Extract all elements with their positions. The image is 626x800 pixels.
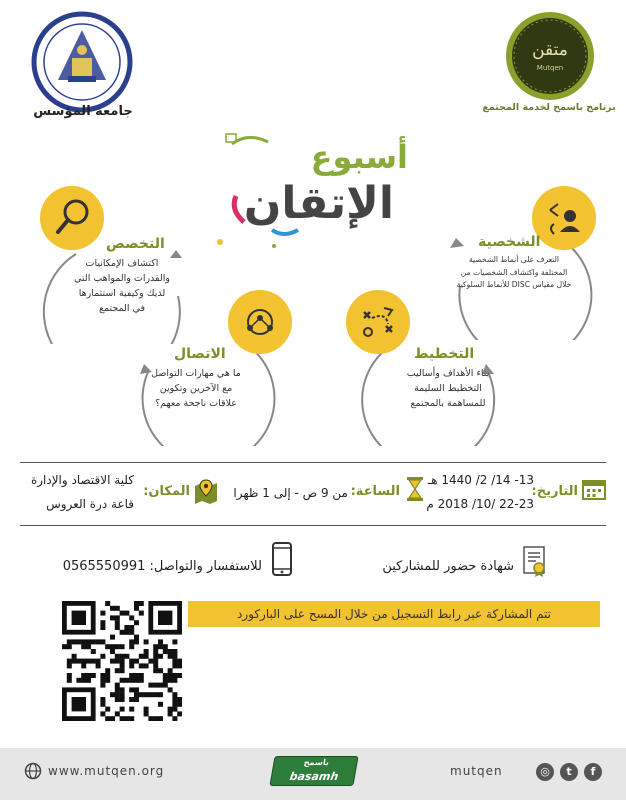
- contact-text: للاستفسار والتواصل: 0565550991: [62, 559, 262, 574]
- time-value: من 9 ص - إلى 1 ظهرا: [233, 486, 348, 500]
- place-label: المكان:: [143, 484, 190, 499]
- strategy-icon: [346, 290, 410, 354]
- globe-icon: [24, 762, 42, 780]
- place-line2: قاعة درة العروس: [46, 497, 134, 511]
- sponsor-logo-text: basamh: [288, 770, 340, 783]
- topic-desc-personality: التعرف على أنماط الشخصية المختلفة واكتشاف الشخصيات من خلال مقياس DISC للأنماط السلوكية: [456, 255, 572, 289]
- register-banner: تتم المشاركة عبر رابط التسجيل من خلال المسح على الباركورد: [188, 601, 600, 627]
- facebook-icon[interactable]: f: [584, 763, 602, 781]
- calendar-icon: [582, 478, 606, 500]
- topic-title-planning: التخطيط: [414, 346, 475, 362]
- topic-desc-specialization: اكتشاف الإمكانيات والقدرات والمواهب التي لديك وكيفية استثمارها في المجتمع: [74, 258, 170, 314]
- website-link[interactable]: www.mutqen.org: [48, 764, 165, 778]
- topic-desc-communication: ما هي مهارات التواصل مع الآخرين وتكوين علاقات ناجحة معهم؟: [151, 368, 241, 409]
- certificate-text: شهادة حضور للمشاركين: [382, 559, 514, 574]
- event-title: [212, 130, 408, 250]
- user-exchange-icon: [532, 186, 596, 250]
- title-line1: أسبوع: [310, 138, 408, 176]
- topic-title-personality: الشخصية: [478, 234, 541, 250]
- map-pin-icon: [194, 478, 218, 504]
- time-label: الساعة:: [350, 484, 400, 499]
- topic-desc-planning: بناء الأهداف وأساليب التخطيط السليمة للمساهمة بالمجتمع: [406, 368, 490, 409]
- topic-title-communication: الاتصال: [174, 346, 226, 362]
- mobile-phone-icon: [272, 542, 292, 576]
- university-name: جامعة المؤسس: [33, 104, 133, 119]
- certificate-icon: [522, 546, 548, 578]
- program-logo: [504, 10, 596, 102]
- instagram-icon[interactable]: ◎: [536, 763, 554, 781]
- title-line2: الإتقان: [243, 178, 394, 229]
- qr-code[interactable]: [62, 601, 182, 721]
- magnifier-icon: [40, 186, 104, 250]
- social-handle: mutqen: [450, 764, 503, 778]
- network-icon: [228, 290, 292, 354]
- date-gregorian: 22-23 /10/ 2018 م: [426, 497, 534, 511]
- date-hijri: 13- 14/ 2/ 1440 هـ: [427, 473, 534, 487]
- program-logo-word: متقن: [532, 40, 568, 60]
- date-label: التاريخ:: [531, 484, 578, 499]
- program-logo-latin: Mutqen: [536, 64, 564, 72]
- sponsor-logo: [269, 756, 358, 786]
- hourglass-icon: [406, 476, 424, 502]
- topic-title-specialization: التخصص: [106, 236, 165, 252]
- twitter-icon[interactable]: t: [560, 763, 578, 781]
- sponsor-logo-ar: باسمح: [303, 758, 330, 767]
- place-line1: كلية الاقتصاد والإدارة: [30, 473, 134, 487]
- program-tagline: برنامج باسمح لخدمة المجتمع: [482, 102, 616, 113]
